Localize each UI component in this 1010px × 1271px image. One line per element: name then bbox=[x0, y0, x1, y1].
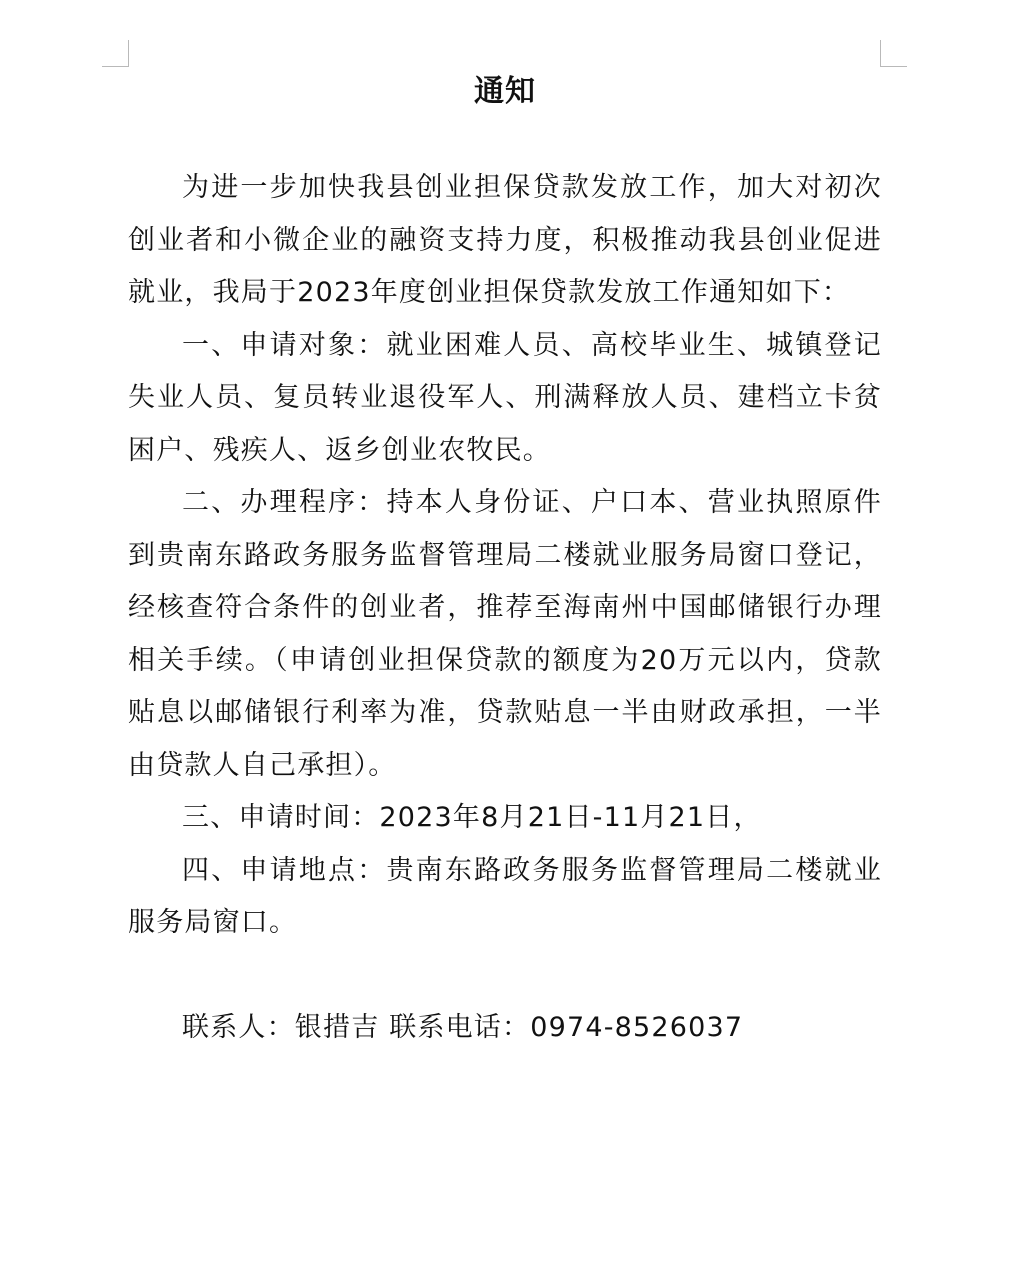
notice-title: 通知 bbox=[474, 74, 536, 109]
contact-phone: 联系电话：0974-8526037 bbox=[389, 1012, 744, 1043]
blank-line bbox=[128, 950, 882, 1003]
page-corner-mark-top-right bbox=[880, 40, 907, 67]
section-application-time: 三、申请时间：2023年8月21日-11月21日， bbox=[182, 802, 762, 833]
section-procedure: 二、办理程序：持本人身份证、户口本、营业执照原件到贵南东路政务服务监督管理局二楼就业服务局窗口登记，经核查符合条件的创业者，推荐至海南州中国邮储银行办理相关手续。（申请创业担保贷款的额度为20万元以内，贷款贴息以邮储银行利率为准，贷款贴息一半由财政承担，一半由贷款人自己承担）。 bbox=[128, 487, 882, 781]
notice-body bbox=[128, 162, 882, 1055]
contact-line bbox=[128, 1002, 882, 1055]
section-application-location: 四、申请地点：贵南东路政务服务监督管理局二楼就业服务局窗口。 bbox=[128, 854, 882, 938]
page-corner-mark-top-left bbox=[102, 40, 129, 67]
contact-person: 联系人：银措吉 bbox=[182, 1012, 380, 1043]
section-applicants: 一、申请对象：就业困难人员、高校毕业生、城镇登记失业人员、复员转业退役军人、刑满释放人员、建档立卡贫困户、残疾人、返乡创业农牧民。 bbox=[128, 329, 882, 466]
intro-paragraph: 为进一步加快我县创业担保贷款发放工作，加大对初次创业者和小微企业的融资支持力度，积极推动我县创业促进就业，我局于2023年度创业担保贷款发放工作通知如下： bbox=[128, 172, 882, 308]
